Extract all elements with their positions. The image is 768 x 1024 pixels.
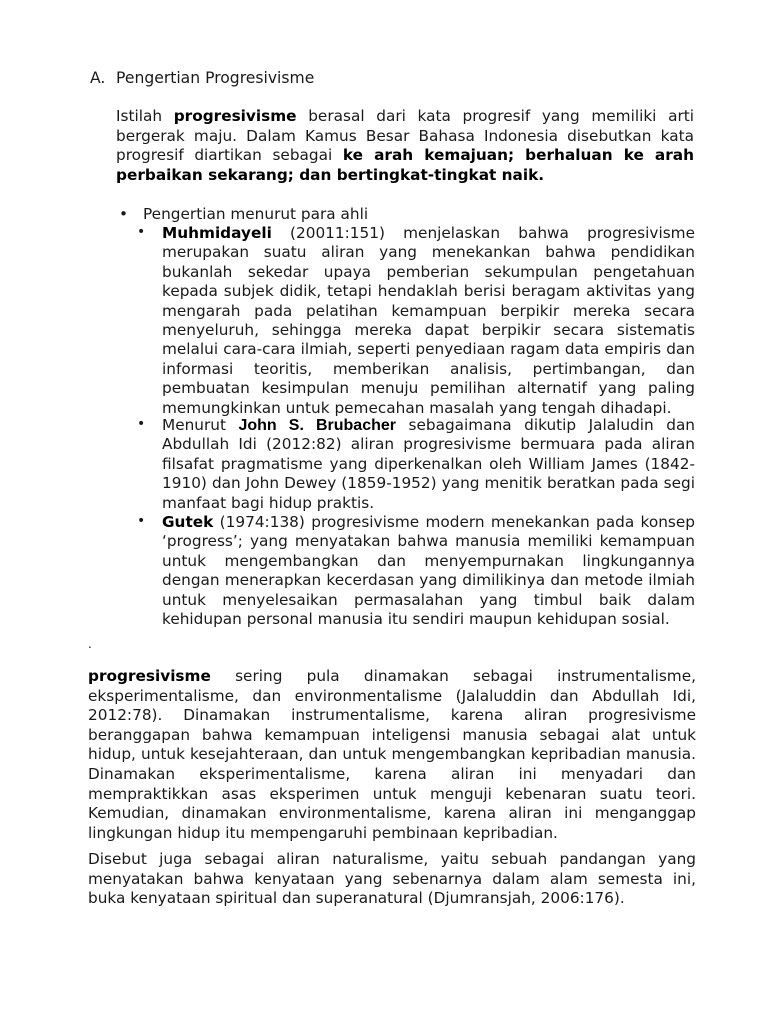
bullet-icon: • [137, 513, 146, 529]
main-paragraph [88, 667, 696, 843]
bullet-icon: • [119, 205, 129, 223]
closing-paragraph [88, 850, 696, 909]
expert-name: Gutek [162, 513, 214, 531]
section-heading [90, 68, 314, 88]
expert-name: John S. Brubacher [238, 417, 396, 434]
closing-text: Disebut juga sebagai aliran naturalisme, yaitu sebuah pandangan yang menyatakan bahwa kenyataan yang sebenarnya dalam alam semesta ini, buka kenyataan spiritual dan superanatural (Djumransjah, 2006:176). [88, 850, 696, 908]
expert-prefix: Menurut [162, 416, 239, 434]
intro-text-middle: berasal dari kata progresif yang memiliki arti bergerak maju. Dalam Kamus Besar Bahasa Indonesia disebutkan kata progresif diartikan sebagai [116, 107, 694, 165]
expert-item-text [162, 224, 695, 418]
main-text: sering pula dinamakan sebagai instrumentalisme, eksperimentalisme, dan environmentalisme (Jalaluddin dan Abdullah Idi, 2012:78). Dinamakan instrumentalisme, karena aliran progresivisme beranggapan bahwa kemampuan inteligensi manusia sebagai alat untuk hidup, untuk kesejahteraan, dan untuk mengembangkan kepribadian manusia. Dinamakan eksperimentalisme, karena aliran ini menyadari dan mempraktikkan asas eksperimen untuk menguji kebenaran suatu teori. Kemudian, dinamakan environmentalisme, karena aliran ini menganggap lingkungan hidup itu mempengaruhi pembinaan kepribadian. [88, 667, 696, 842]
stray-mark: . [88, 637, 92, 651]
section-letter: A. [90, 69, 106, 87]
expert-item-text [162, 416, 695, 513]
expert-name: Muhmidayeli [162, 224, 272, 242]
intro-definition: ke arah kemajuan; berhaluan ke arah perbaikan sekarang; dan bertingkat-tingkat naik. [116, 146, 694, 184]
experts-list-heading [119, 204, 368, 224]
expert-description: sebagaimana dikutip Jalaludin dan Abdullah Idi (2012:82) aliran progresivisme bermuara pada aliran filsafat pragmatisme yang diperkenalkan oleh William James (1842-1910) dan John Dewey (1859-1952) yang menitik beratkan pada segi manfaat bagi hidup praktis. [162, 416, 696, 512]
intro-text-start: Istilah [116, 107, 174, 125]
experts-heading-label: Pengertian menurut para ahli [143, 205, 369, 223]
bullet-icon: • [137, 224, 146, 240]
intro-paragraph [116, 107, 694, 185]
expert-description: (1974:138) progresivisme modern menekankan pada konsep ‘progress’; yang menyatakan bahwa manusia memiliki kemampuan untuk mengembangkan dan menyempurnakan lingkungannya dengan menerapkan kecerdasan yang dimilikinya dan metode ilmiah untuk menyelesaikan permasalahan yang timbul baik dalam kehidupan personal manusia itu sendiri maupun kehidupan sosial. [162, 513, 695, 629]
intro-term: progresivisme [173, 107, 297, 125]
expert-item-text [162, 513, 695, 629]
expert-description: (20011:151) menjelaskan bahwa progresivisme merupakan suatu aliran yang menekankan bahwa pendidikan bukanlah sekedar upaya pemberian sekumpulan pengetahuan kepada subjek didik, tetapi hendaklah berisi beragam aktivitas yang mengarah pada pelatihan kemampuan berpikir mereka secara menyeluruh, sehingga mereka dapat berpikir secara sistematis melalui cara-cara ilmiah, seperti penyediaan ragam data empiris dan informasi teoritis, memberikan analisis, pertimbangan, dan pembuatan kesimpulan menuju pemilihan alternatif yang paling memungkinkan untuk pemecahan masalah yang tengah dihadapi. [162, 224, 695, 417]
main-term: progresivisme [88, 667, 211, 685]
bullet-icon: • [137, 416, 146, 432]
section-title: Pengertian Progresivisme [116, 69, 315, 87]
